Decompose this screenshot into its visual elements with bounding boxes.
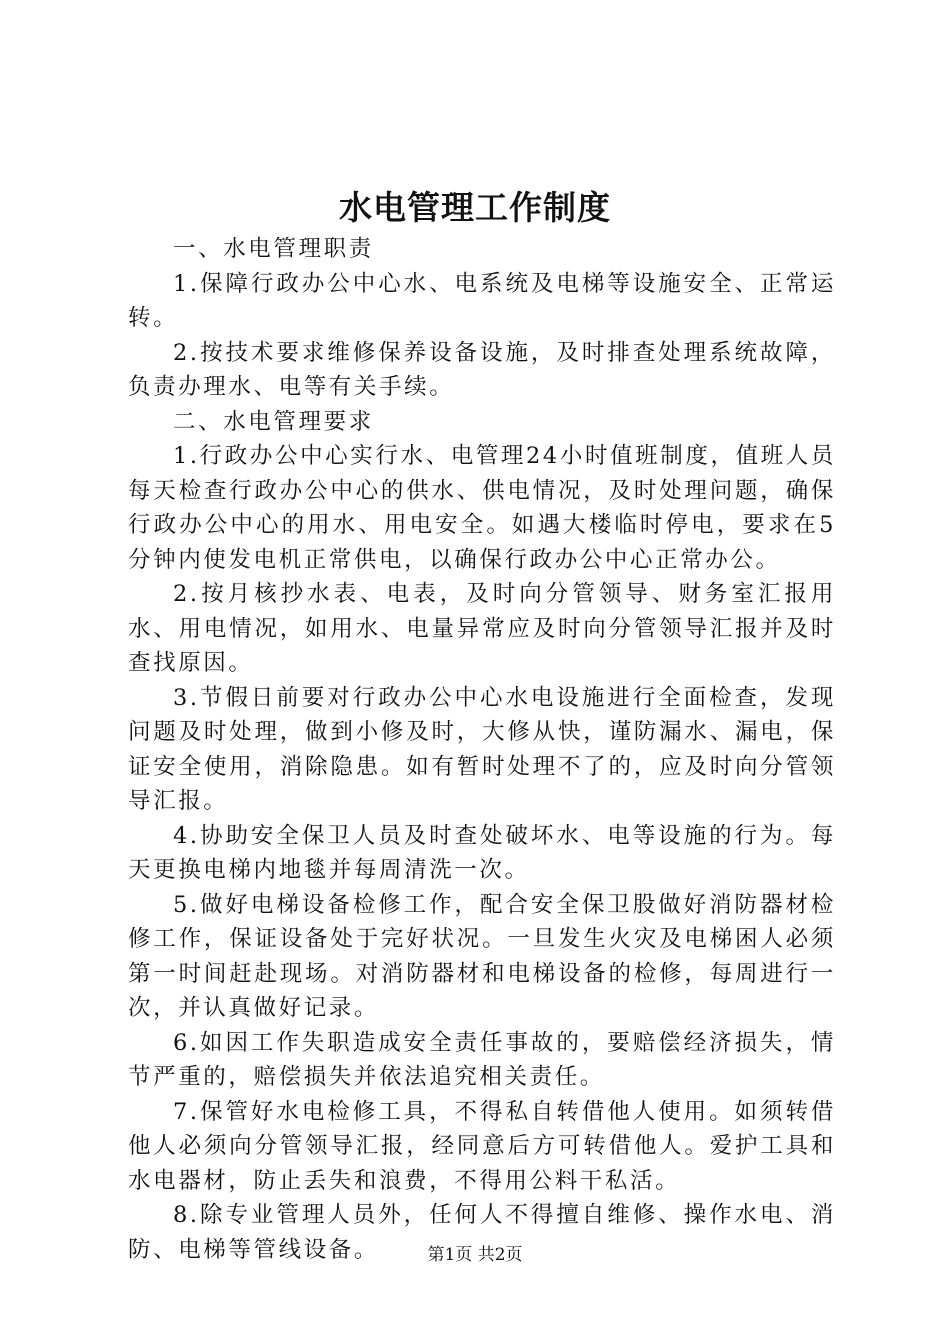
paragraph: 7.保管好水电检修工具，不得私自转借他人使用。如须转借他人必须向分管领导汇报，经同意后方可转借他人。爱护工具和水电器材，防止丢失和浪费，不得用公料干私活。 (128, 1098, 836, 1194)
paragraph: 1.行政办公中心实行水、电管理24小时值班制度，值班人员每天检查行政办公中心的供水、供电情况，及时处理问题，确保行政办公中心的用水、用电安全。如遇大楼临时停电，要求在5分钟内使发电机正常供电，以确保行政办公中心正常办公。 (128, 443, 836, 573)
paragraph: 2.按技术要求维修保养设备设施，及时排查处理系统故障，负责办理水、电等有关手续。 (128, 339, 836, 400)
paragraph: 3.节假日前要对行政办公中心水电设施进行全面检查，发现问题及时处理，做到小修及时，大修从快，谨防漏水、漏电，保证安全使用，消除隐患。如有暂时处理不了的，应及时向分管领导汇报。 (128, 684, 836, 814)
paragraph: 5.做好电梯设备检修工作，配合安全保卫股做好消防器材检修工作，保证设备处于完好状况。一旦发生火灾及电梯困人必须第一时间赶赴现场。对消防器材和电梯设备的检修，每周进行一次，并认真做好记录。 (128, 891, 836, 1021)
section-heading: 二、水电管理要求 (173, 408, 374, 435)
document-body (128, 232, 836, 1267)
paragraph: 2.按月核抄水表、电表，及时向分管领导、财务室汇报用水、用电情况，如用水、电量异常应及时向分管领导汇报并及时查找原因。 (128, 581, 836, 676)
section-heading: 一、水电管理职责 (173, 236, 374, 262)
page-footer: 第1页 共2页 (427, 1245, 523, 1265)
paragraph: 8.除专业管理人员外，任何人不得擅自维修、操作水电、消防、电梯等管线设备。 (128, 1202, 836, 1263)
document-title: 水电管理工作制度 (339, 188, 611, 227)
paragraph: 6.如因工作失职造成安全责任事故的，要赔偿经济损失，情节严重的，赔偿损失并依法追究相关责任。 (128, 1029, 836, 1090)
paragraph: 4.协助安全保卫人员及时查处破坏水、电等设施的行为。每天更换电梯内地毯并每周清洗一次。 (128, 822, 836, 883)
paragraph: 1.保障行政办公中心水、电系统及电梯等设施安全、正常运转。 (128, 270, 836, 331)
